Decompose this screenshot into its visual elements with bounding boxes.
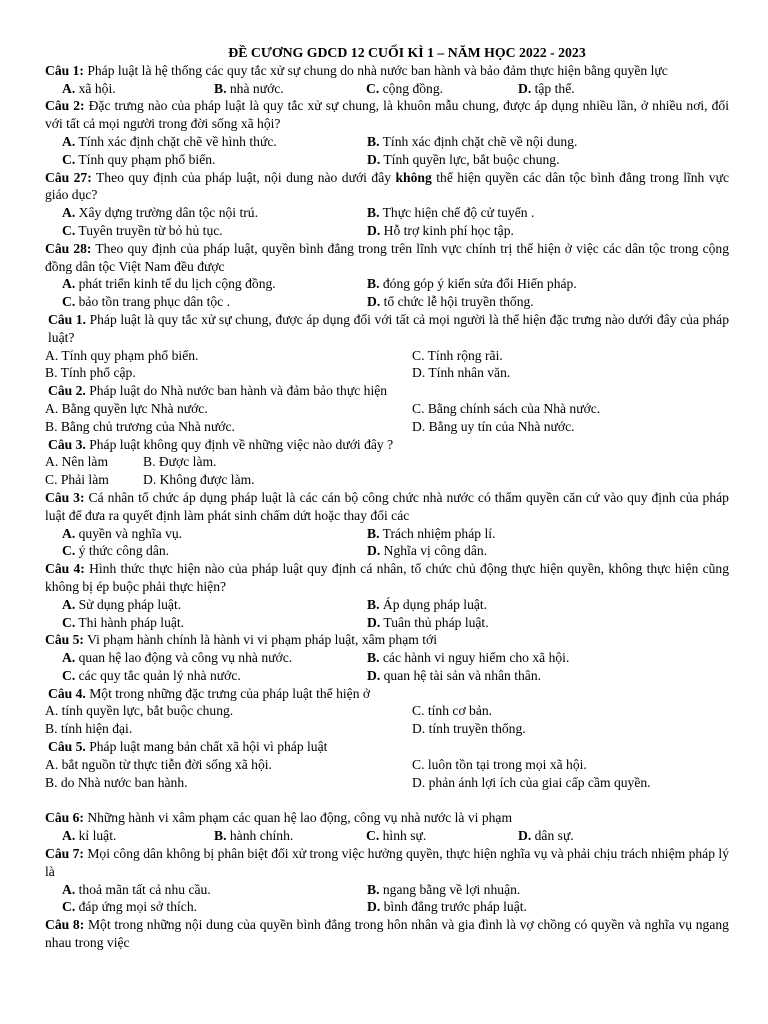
answer-option: C. các quy tắc quản lý nhà nước. xyxy=(62,667,241,683)
answer-option: B. ngang bằng về lợi nhuận. xyxy=(367,881,521,897)
question-text: Một trong những nội dung của quyền bình đẳng trong hôn nhân và gia đình là vợ chồng có quyền và nghĩa vụ ngang nhau trong việc xyxy=(45,917,729,951)
answer-option: B. Áp dụng pháp luật. xyxy=(367,596,488,612)
answer-row xyxy=(45,881,729,899)
answer-row xyxy=(45,898,729,916)
question-label: Câu 4: xyxy=(45,561,85,577)
question-text: Theo quy định của pháp luật, quyền bình đẳng trong trên lĩnh vực chính trị thể hiện ở việc các dân tộc trong cộng đồng dân tộc Việt Nam đều được xyxy=(45,240,729,274)
question-text: thể hiện quyền các dân tộc bình đẳng trong lĩnh vực giáo dục? xyxy=(45,169,729,203)
answer-option: D. phản ánh lợi ích của giai cấp cầm quyền. xyxy=(412,774,651,790)
answer-row xyxy=(45,151,729,169)
answer-option: B. Trách nhiệm pháp lí. xyxy=(367,525,496,541)
question xyxy=(45,436,729,454)
answer-option: A. bắt nguồn từ thực tiễn đời sống xã hội. xyxy=(45,756,272,772)
answer-option: D. Bằng uy tín của Nhà nước. xyxy=(412,418,575,434)
question xyxy=(45,489,729,525)
answer-row xyxy=(45,204,729,222)
question xyxy=(45,97,729,133)
answer-option: A. quyền và nghĩa vụ. xyxy=(62,525,183,541)
question-text: Cá nhân tổ chức áp dụng pháp luật là các cán bộ công chức nhà nước có thẩm quyền căn cứ vào quy định của pháp luật để đưa ra quyết định làm phát sinh chấm dứt hoặc thay đổi các xyxy=(45,489,729,523)
question-label: Câu 1: xyxy=(45,62,84,78)
document-title: ĐỀ CƯƠNG GDCD 12 CUỐI KÌ 1 – NĂM HỌC 2022 - 2023 xyxy=(228,45,586,60)
answer-option: D. Nghĩa vị công dân. xyxy=(367,543,488,559)
answer-option: D. tập thể. xyxy=(518,80,575,96)
question-emphasis: không xyxy=(395,169,432,185)
question xyxy=(45,560,729,596)
question xyxy=(45,382,729,400)
answer-option: A. Xây dựng trường dân tộc nội trú. xyxy=(62,205,258,221)
question xyxy=(45,631,729,649)
answer-option: B. các hành vi nguy hiểm cho xã hội. xyxy=(367,650,570,666)
answer-option: B. hành chính. xyxy=(214,828,294,844)
answer-option: B. do Nhà nước ban hành. xyxy=(45,774,188,790)
answer-option: D. quan hệ tài sản và nhân thân. xyxy=(367,667,542,683)
answer-option: A. Nên làm xyxy=(45,454,109,470)
answer-row xyxy=(45,649,729,667)
question-text: Pháp luật là hệ thống các quy tắc xử sự chung do nhà nước ban hành và bảo đảm thực hiện bằng quyền lực xyxy=(87,62,668,78)
question-text: Theo quy định của pháp luật, nội dung nào dưới đây xyxy=(95,169,392,185)
answer-row xyxy=(45,774,729,792)
answer-option: C. tính cơ bản. xyxy=(412,703,493,719)
answer-option: C. Thi hành pháp luật. xyxy=(62,614,185,630)
answer-option: C. hình sự. xyxy=(366,828,427,844)
question-text: Hình thức thực hiện nào của pháp luật quy định cá nhân, tổ chức chủ động thực hiện quyền, không thực hiện cũng không bị ép buộc phải thực hiện? xyxy=(45,561,729,594)
answer-option: A. tính quyền lực, bắt buộc chung. xyxy=(45,703,234,719)
answer-option: A. xã hội. xyxy=(62,80,116,96)
answer-option: D. Hỗ trợ kinh phí học tập. xyxy=(367,222,514,238)
answer-option: C. Tuyên truyền từ bỏ hủ tục. xyxy=(62,222,223,238)
question xyxy=(45,311,729,347)
answer-row xyxy=(45,222,729,240)
question-text: Pháp luật là quy tắc xử sự chung, được áp dụng đối với tất cả mọi người là thể hiện đặc trưng nào dưới đây của pháp luật? xyxy=(48,311,729,345)
question-text: Pháp luật do Nhà nước ban hành và đảm bảo thực hiện xyxy=(89,383,388,399)
question xyxy=(45,738,729,756)
question-label: Câu 5. xyxy=(48,739,86,755)
question xyxy=(45,809,729,827)
question-label: Câu 8: xyxy=(45,917,85,933)
question-text: Pháp luật mang bản chất xã hội vì pháp luật xyxy=(89,739,328,755)
question xyxy=(45,916,729,952)
answer-option: A. kỉ luật. xyxy=(62,828,117,844)
answer-option: C. cộng đồng. xyxy=(366,80,444,96)
answer-option: A. Tính xác định chặt chẽ về hình thức. xyxy=(62,133,277,149)
answer-row xyxy=(45,400,729,418)
question-text: Đặc trưng nào của pháp luật là quy tắc xử sự chung, là khuôn mẫu chung, được áp dụng nhiều lần, ở nhiều nơi, đối với tất cả mọi người trong đời sống xã hội? xyxy=(45,98,729,132)
answer-option: B. Thực hiện chế độ cử tuyển . xyxy=(367,205,535,221)
question xyxy=(45,169,729,205)
question-label: Câu 2: xyxy=(45,98,85,114)
question-text: Mọi công dân không bị phân biệt đối xử trong việc hưởng quyền, thực hiện nghĩa vụ và phải chịu trách nhiệm pháp lý là xyxy=(45,846,729,879)
answer-row xyxy=(45,347,729,365)
answer-row xyxy=(45,756,729,774)
answer-option: D. Tính nhân văn. xyxy=(412,365,511,381)
answer-option: B. Bằng chủ trương của Nhà nước. xyxy=(45,418,235,434)
answer-option: C. Phải làm xyxy=(45,472,109,488)
answer-option: B. nhà nước. xyxy=(214,80,284,96)
answer-option: C. ý thức công dân. xyxy=(62,543,170,559)
answer-option: D. tổ chức lễ hội truyền thống. xyxy=(367,294,534,310)
answer-option: B. đóng góp ý kiến sửa đổi Hiến pháp. xyxy=(367,276,577,292)
answer-row xyxy=(45,525,729,543)
answer-option: C. bảo tồn trang phục dân tộc . xyxy=(62,294,231,310)
answer-option: B. Tính phổ cập. xyxy=(45,365,136,381)
answer-option: A. Bằng quyền lực Nhà nước. xyxy=(45,400,208,416)
answer-option: A. phát triển kinh tế du lịch cộng đồng. xyxy=(62,276,276,292)
question xyxy=(45,240,729,276)
answer-row xyxy=(45,542,729,560)
question-label: Câu 3. xyxy=(48,436,86,452)
answer-option: A. thoả mãn tất cả nhu cầu. xyxy=(62,881,211,897)
question-label: Câu 4. xyxy=(48,685,86,701)
question-label: Câu 7: xyxy=(45,846,84,862)
question-label: Câu 3: xyxy=(45,489,85,505)
answer-option: C. Tính quy phạm phổ biến. xyxy=(62,151,216,167)
document-page xyxy=(45,44,729,952)
answer-row xyxy=(45,471,729,489)
answer-row xyxy=(45,275,729,293)
question xyxy=(45,685,729,703)
answer-row xyxy=(45,80,729,98)
answer-row xyxy=(45,293,729,311)
question xyxy=(45,62,729,80)
answer-option: D. Tuân thủ pháp luật. xyxy=(367,614,489,630)
answer-row xyxy=(45,364,729,382)
answer-option: D. tính truyền thống. xyxy=(412,721,526,737)
answer-option: C. Tính rộng rãi. xyxy=(412,347,503,363)
answer-option: C. đáp ứng mọi sở thích. xyxy=(62,899,198,915)
answer-option: C. Bằng chính sách của Nhà nước. xyxy=(412,400,601,416)
question-label: Câu 6: xyxy=(45,810,84,826)
question-text: Pháp luật không quy định về những việc nào dưới đây ? xyxy=(89,436,394,452)
answer-option: D. dân sự. xyxy=(518,828,574,844)
answer-option: C. luôn tồn tại trong mọi xã hội. xyxy=(412,756,587,772)
answer-row xyxy=(45,133,729,151)
answer-row xyxy=(45,596,729,614)
answer-option: A. Tính quy phạm phổ biến. xyxy=(45,347,199,363)
question-label: Câu 2. xyxy=(48,383,86,399)
answer-row xyxy=(45,453,729,471)
answer-option: A. quan hệ lao động và công vụ nhà nước. xyxy=(62,650,293,666)
question-label: Câu 1. xyxy=(48,311,86,327)
answer-option: B. tính hiện đại. xyxy=(45,721,133,737)
answer-row xyxy=(45,667,729,685)
question xyxy=(45,845,729,881)
answer-option: A. Sử dụng pháp luật. xyxy=(62,596,182,612)
answer-row xyxy=(45,418,729,436)
answer-row xyxy=(45,702,729,720)
question-text: Vi phạm hành chính là hành vi vi phạm pháp luật, xâm phạm tới xyxy=(87,632,437,648)
answer-option: D. Không được làm. xyxy=(143,472,255,488)
answer-option: B. Được làm. xyxy=(143,454,217,470)
answer-option: B. Tính xác định chặt chẽ về nội dung. xyxy=(367,133,578,149)
answer-row xyxy=(45,614,729,632)
answer-row xyxy=(45,827,729,845)
question-text: Một trong những đặc trưng của pháp luật thể hiện ở xyxy=(89,685,371,701)
blank-line xyxy=(45,791,729,809)
answer-option: D. Tính quyền lực, bắt buộc chung. xyxy=(367,151,560,167)
question-text: Những hành vi xâm phạm các quan hệ lao động, công vụ nhà nước là vi phạm xyxy=(87,810,513,826)
question-label: Câu 27: xyxy=(45,169,92,185)
answer-option: D. bình đẳng trước pháp luật. xyxy=(367,899,527,915)
question-label: Câu 5: xyxy=(45,632,84,648)
answer-row xyxy=(45,720,729,738)
question-label: Câu 28: xyxy=(45,240,92,256)
